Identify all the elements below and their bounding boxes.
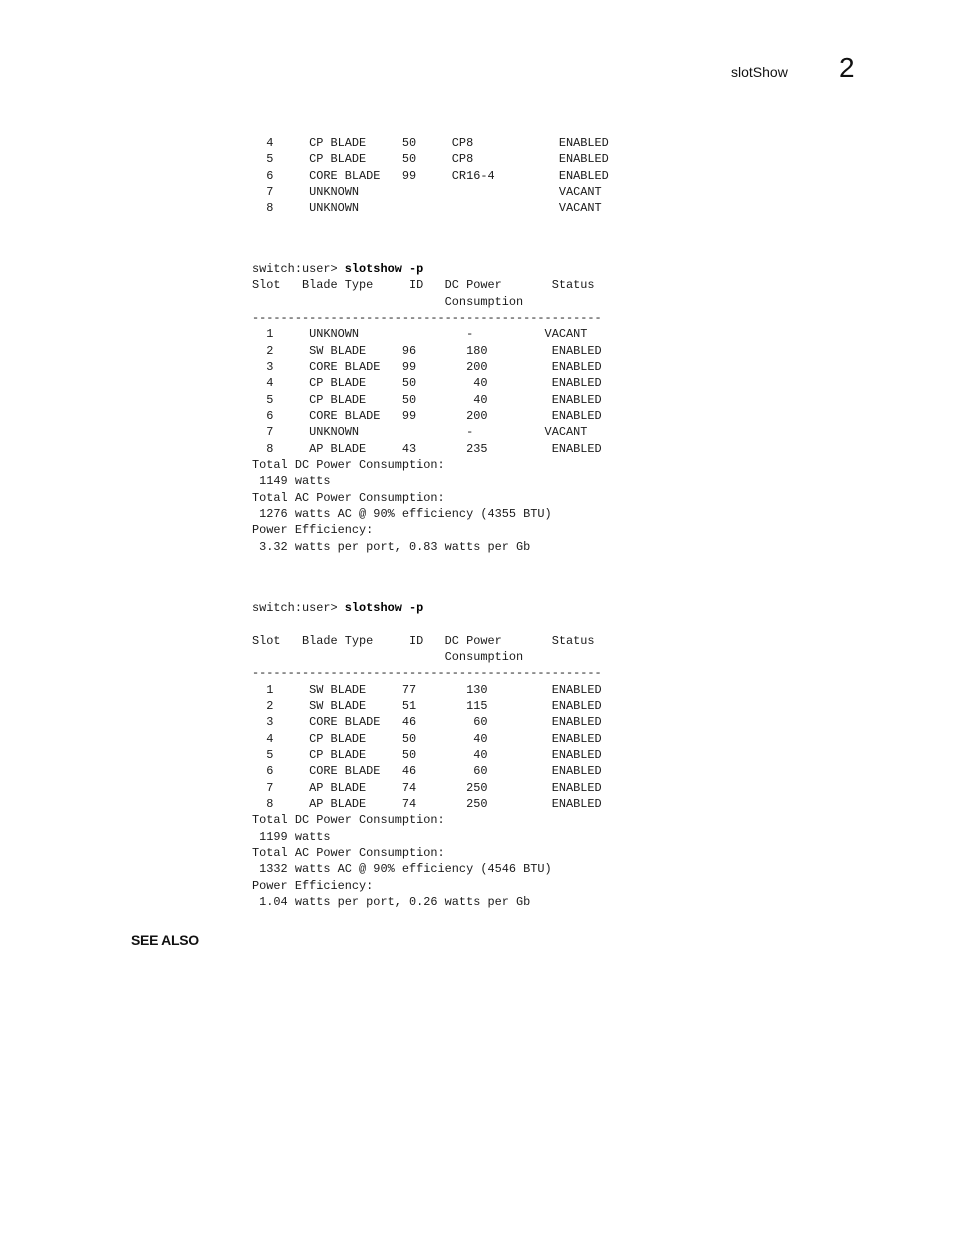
code-line: 3 CORE BLADE 99 200 ENABLED [252, 359, 602, 374]
code-block-power-example-2 [252, 600, 602, 910]
code-line: 1276 watts AC @ 90% efficiency (4355 BTU) [252, 506, 552, 521]
code-line: 4 CP BLADE 50 40 ENABLED [252, 731, 602, 746]
code-line: 1149 watts [252, 474, 331, 489]
command-line [252, 261, 602, 277]
code-line: 5 CP BLADE 50 40 ENABLED [252, 392, 602, 407]
code-line: 1 UNKNOWN - VACANT [252, 327, 588, 342]
code-line: 5 CP BLADE 50 CP8 ENABLED [252, 152, 609, 167]
code-line: Consumption [252, 294, 524, 309]
shell-command: slotshow -p [344, 601, 424, 615]
code-line: ------------------------------------------------- [252, 310, 602, 325]
code-line: 3 CORE BLADE 46 60 ENABLED [252, 715, 602, 730]
code-line: 5 CP BLADE 50 40 ENABLED [252, 747, 602, 762]
code-line: 7 UNKNOWN - VACANT [252, 425, 588, 440]
code-line: Power Efficiency: [252, 523, 374, 538]
code-line: Power Efficiency: [252, 878, 374, 893]
code-line: 7 UNKNOWN VACANT [252, 184, 602, 199]
code-line: 1332 watts AC @ 90% efficiency (4546 BTU) [252, 862, 552, 877]
code-line: 6 CORE BLADE 99 CR16-4 ENABLED [252, 168, 609, 183]
code-line: Slot Blade Type ID DC Power Status [252, 633, 595, 648]
see-also-heading: SEE ALSO [131, 932, 199, 948]
code-line: Total DC Power Consumption: [252, 813, 445, 828]
code-line: 8 UNKNOWN VACANT [252, 201, 602, 216]
command-line [252, 600, 602, 616]
running-header-title: slotShow [731, 64, 788, 80]
code-line: ------------------------------------------------- [252, 666, 602, 681]
code-line: Total AC Power Consumption: [252, 490, 445, 505]
code-line: 2 SW BLADE 51 115 ENABLED [252, 698, 602, 713]
code-line: 7 AP BLADE 74 250 ENABLED [252, 780, 602, 795]
code-line: 1 SW BLADE 77 130 ENABLED [252, 682, 602, 697]
code-line: 4 CP BLADE 50 40 ENABLED [252, 376, 602, 391]
code-line: Total DC Power Consumption: [252, 457, 445, 472]
code-line: 1199 watts [252, 829, 331, 844]
chapter-number: 2 [839, 52, 855, 83]
shell-prompt: switch:user> [252, 262, 345, 276]
code-line: Slot Blade Type ID DC Power Status [252, 278, 595, 293]
code-line: 1.04 watts per port, 0.26 watts per Gb [252, 894, 531, 909]
code-line: Consumption [252, 649, 524, 664]
code-line [252, 616, 602, 632]
shell-prompt: switch:user> [252, 601, 345, 615]
code-line: 2 SW BLADE 96 180 ENABLED [252, 343, 602, 358]
code-line: 6 CORE BLADE 99 200 ENABLED [252, 408, 602, 423]
code-line: 8 AP BLADE 43 235 ENABLED [252, 441, 602, 456]
shell-command: slotshow -p [344, 262, 424, 276]
code-line: 6 CORE BLADE 46 60 ENABLED [252, 764, 602, 779]
code-line: 8 AP BLADE 74 250 ENABLED [252, 796, 602, 811]
code-line: 4 CP BLADE 50 CP8 ENABLED [252, 136, 609, 150]
code-line: Total AC Power Consumption: [252, 845, 445, 860]
code-block-power-example-1 [252, 261, 602, 555]
code-block-slot-listing [252, 135, 609, 217]
code-line: 3.32 watts per port, 0.83 watts per Gb [252, 539, 531, 554]
